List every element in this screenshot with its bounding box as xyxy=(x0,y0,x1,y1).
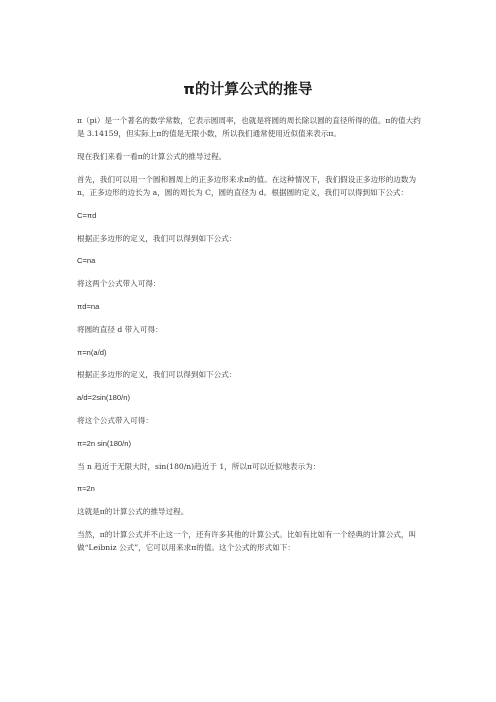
paragraph-polygon-definition: 根据正多边形的定义，我们可以得到如下公式： xyxy=(77,233,237,243)
formula-circumference: C=πd xyxy=(77,210,97,220)
paragraph-intro: π（pi）是一个著名的数学常数，它表示圆周率，也就是将圆的周长除以圆的直径所得的值。π的值大约是 3.14159，但实际上π的值是无限小数，所以我们通常使用近似值来表示π。 xyxy=(77,116,421,139)
formula-a-over-d: a/d=2sin(180/n) xyxy=(77,393,130,403)
paragraph-substitute-formula: 将这个公式带入可得： xyxy=(77,415,153,425)
document-title: π的计算公式的推导 xyxy=(183,82,313,98)
paragraph-substitute-both: 将这两个公式带入可得： xyxy=(77,279,161,289)
formula-pi-n-a-over-d: π=n(a/d) xyxy=(77,347,107,357)
paragraph-conclusion: 这就是π的计算公式的推导过程。 xyxy=(77,507,189,517)
paragraph-assumptions: 首先，我们可以用一个圆和圆周上的正多边形来求π的值。在这种情况下，我们假设正多边形的边数为 n，正多边形的边长为 a，圆的周长为 C，圆的直径为 d。根据圆的定义，我们可以得到如下公式： xyxy=(77,174,417,197)
formula-pi-d-equals-na: πd=na xyxy=(77,301,100,311)
paragraph-leibniz: 当然，π的计算公式并不止这一个，还有许多其他的计算公式。比如有比如有一个经典的计算公式，叫做“Leibniz 公式”，它可以用来求π的值。这个公式的形式如下： xyxy=(77,529,417,553)
document-body xyxy=(77,114,425,564)
formula-pi-2n-sin: π=2n sin(180/n) xyxy=(77,438,131,448)
paragraph-substitute-diameter: 将圆的直径 d 带入可得： xyxy=(77,324,163,334)
paragraph-polygon-definition-2: 根据正多边形的定义，我们可以得到如下公式： xyxy=(77,370,237,380)
paragraph-derivation-lead: 现在我们来看一看π的计算公式的推导过程。 xyxy=(77,152,227,161)
paragraph-limit: 当 n 趋近于无限大时，sin(180/n)趋近于 1，所以π可以近似地表示为： xyxy=(77,461,321,471)
formula-polygon-perimeter: C=na xyxy=(77,256,96,266)
formula-pi-approx: π≈2n xyxy=(77,484,95,494)
